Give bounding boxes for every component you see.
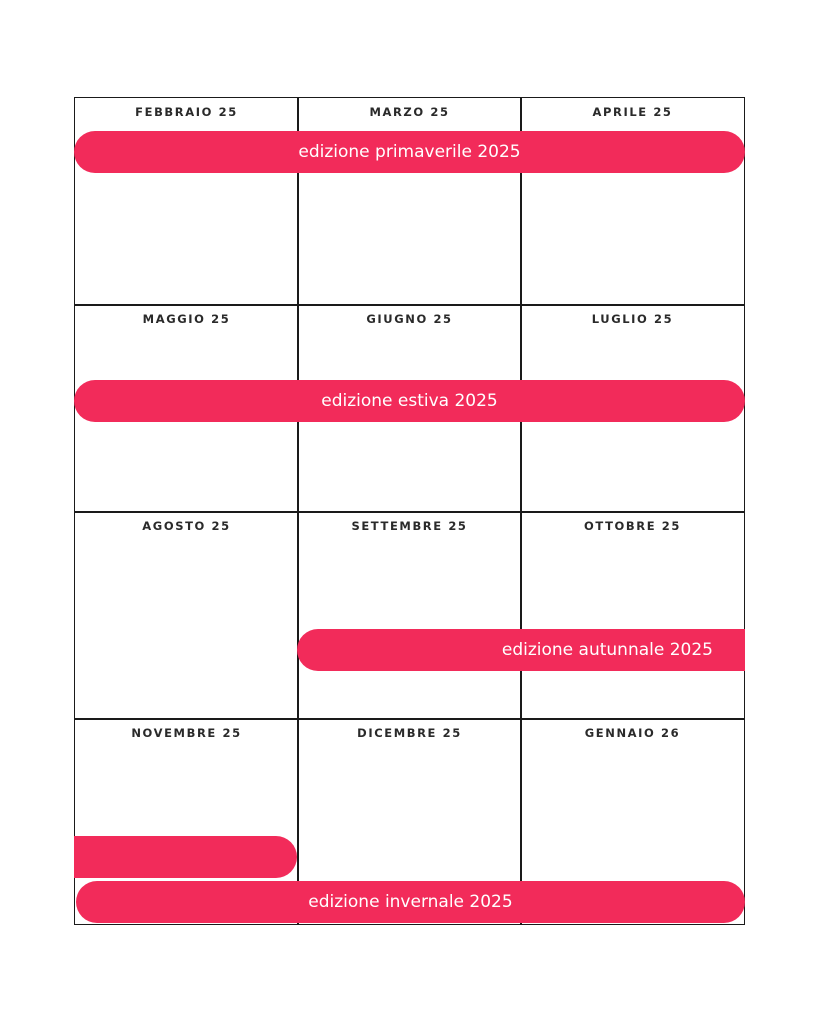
bar-edizione-invernale: edizione invernale 2025 xyxy=(76,881,745,923)
month-label-gennaio: GENNAIO 26 xyxy=(584,726,681,740)
month-label-aprile: APRILE 25 xyxy=(592,105,673,119)
month-label-dicembre: DICEMBRE 25 xyxy=(357,726,462,740)
bar-edizione-estiva: edizione estiva 2025 xyxy=(74,380,745,422)
month-label-marzo: MARZO 25 xyxy=(369,105,450,119)
month-label-novembre: NOVEMBRE 25 xyxy=(131,726,242,740)
row-divider xyxy=(75,511,744,513)
month-label-ottobre: OTTOBRE 25 xyxy=(584,519,681,533)
bar-edizione-primaverile: edizione primaverile 2025 xyxy=(74,131,745,173)
bar-autunnale-continuation xyxy=(74,836,297,878)
month-label-giugno: GIUGNO 25 xyxy=(366,312,453,326)
row-divider xyxy=(75,718,744,720)
month-label-febbraio: FEBBRAIO 25 xyxy=(135,105,238,119)
month-label-agosto: AGOSTO 25 xyxy=(142,519,231,533)
month-label-maggio: MAGGIO 25 xyxy=(142,312,231,326)
row-divider xyxy=(75,304,744,306)
bar-edizione-autunnale: edizione autunnale 2025 xyxy=(297,629,745,671)
month-label-luglio: LUGLIO 25 xyxy=(591,312,674,326)
month-label-settembre: SETTEMBRE 25 xyxy=(351,519,468,533)
calendar-grid xyxy=(74,97,745,925)
